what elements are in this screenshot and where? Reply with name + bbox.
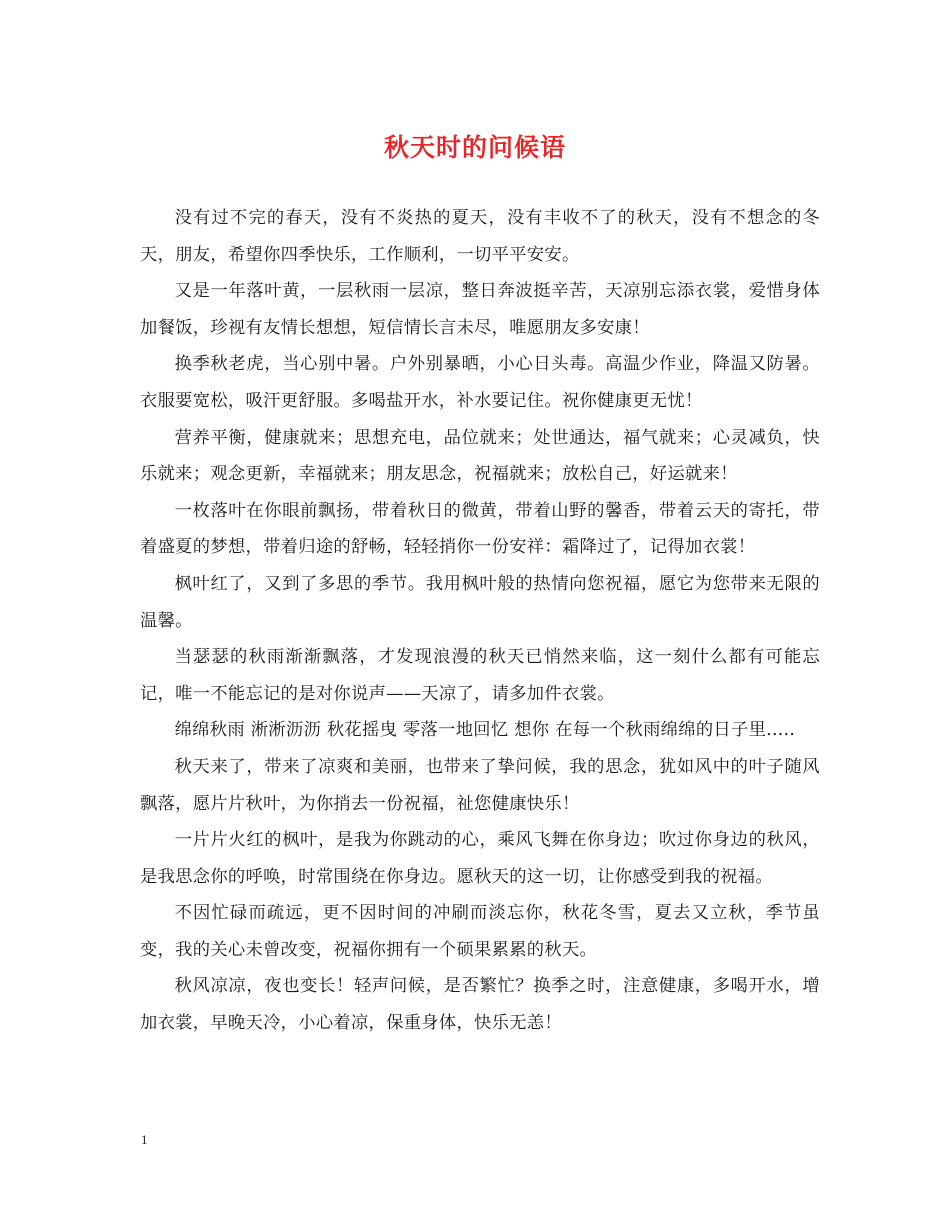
paragraph: 绵绵秋雨 淅淅沥沥 秋花摇曳 零落一地回忆 想你 在每一个秋雨绵绵的日子里..... (174, 720, 796, 741)
paragraph: 营养平衡，健康就来；思想充电，品位就来；处世通达，福气就来；心灵减负，快乐就来；观念更新，幸福就来；朋友思念，祝福就来；放松自己，好运就来！ (140, 427, 820, 485)
page-title: 秋天时的问候语 (383, 133, 566, 162)
paragraph: 没有过不完的春天，没有不炎热的夏天，没有丰收不了的秋天，没有不想念的冬天，朋友，希望你四季快乐，工作顺利，一切平平安安。 (140, 208, 820, 265)
paragraph: 换季秋老虎，当心别中暑。户外别暴晒，小心日头毒。高温少作业，降温又防暑。衣服要宽松，吸汗更舒服。多喝盐开水，补水要记住。祝你健康更无忧！ (140, 354, 820, 411)
paragraph: 一片片火红的枫叶，是我为你跳动的心，乘风飞舞在你身边；吹过你身边的秋风，是我思念你的呼唤，时常围绕在你身边。愿秋天的这一切，让你感受到我的祝福。 (140, 830, 820, 887)
paragraph: 当瑟瑟的秋雨渐渐飘落，才发现浪漫的秋天已悄然来临，这一刻什么都有可能忘记，唯一不能忘记的是对你说声——天凉了，请多加件衣裳。 (140, 647, 820, 704)
document-body (140, 200, 820, 1042)
paragraph: 枫叶红了，又到了多思的季节。我用枫叶般的热情向您祝福，愿它为您带来无限的温馨。 (140, 573, 820, 631)
page-number: 1 (141, 1132, 148, 1147)
paragraph: 不因忙碌而疏远，更不因时间的冲刷而淡忘你，秋花冬雪，夏去又立秋，季节虽变，我的关心未曾改变，祝福你拥有一个硕果累累的秋天。 (140, 903, 820, 960)
paragraph: 秋风凉凉，夜也变长！轻声问候，是否繁忙？换季之时，注意健康，多喝开水，增加衣裳，早晚天冷，小心着凉，保重身体，快乐无恙！ (140, 976, 820, 1034)
paragraph: 又是一年落叶黄，一层秋雨一层凉，整日奔波挺辛苦，天凉别忘添衣裳，爱惜身体加餐饭，珍视有友情长想想，短信情长言未尽，唯愿朋友多安康！ (140, 281, 820, 338)
paragraph: 秋天来了，带来了凉爽和美丽，也带来了挚问候，我的思念，犹如风中的叶子随风飘落，愿片片秋叶，为你捎去一份祝福，祉您健康快乐！ (140, 756, 820, 814)
paragraph: 一枚落叶在你眼前飘扬，带着秋日的微黄，带着山野的馨香，带着云天的寄托，带着盛夏的梦想，带着归途的舒畅，轻轻捎你一份安祥：霜降过了，记得加衣裳！ (140, 500, 820, 558)
